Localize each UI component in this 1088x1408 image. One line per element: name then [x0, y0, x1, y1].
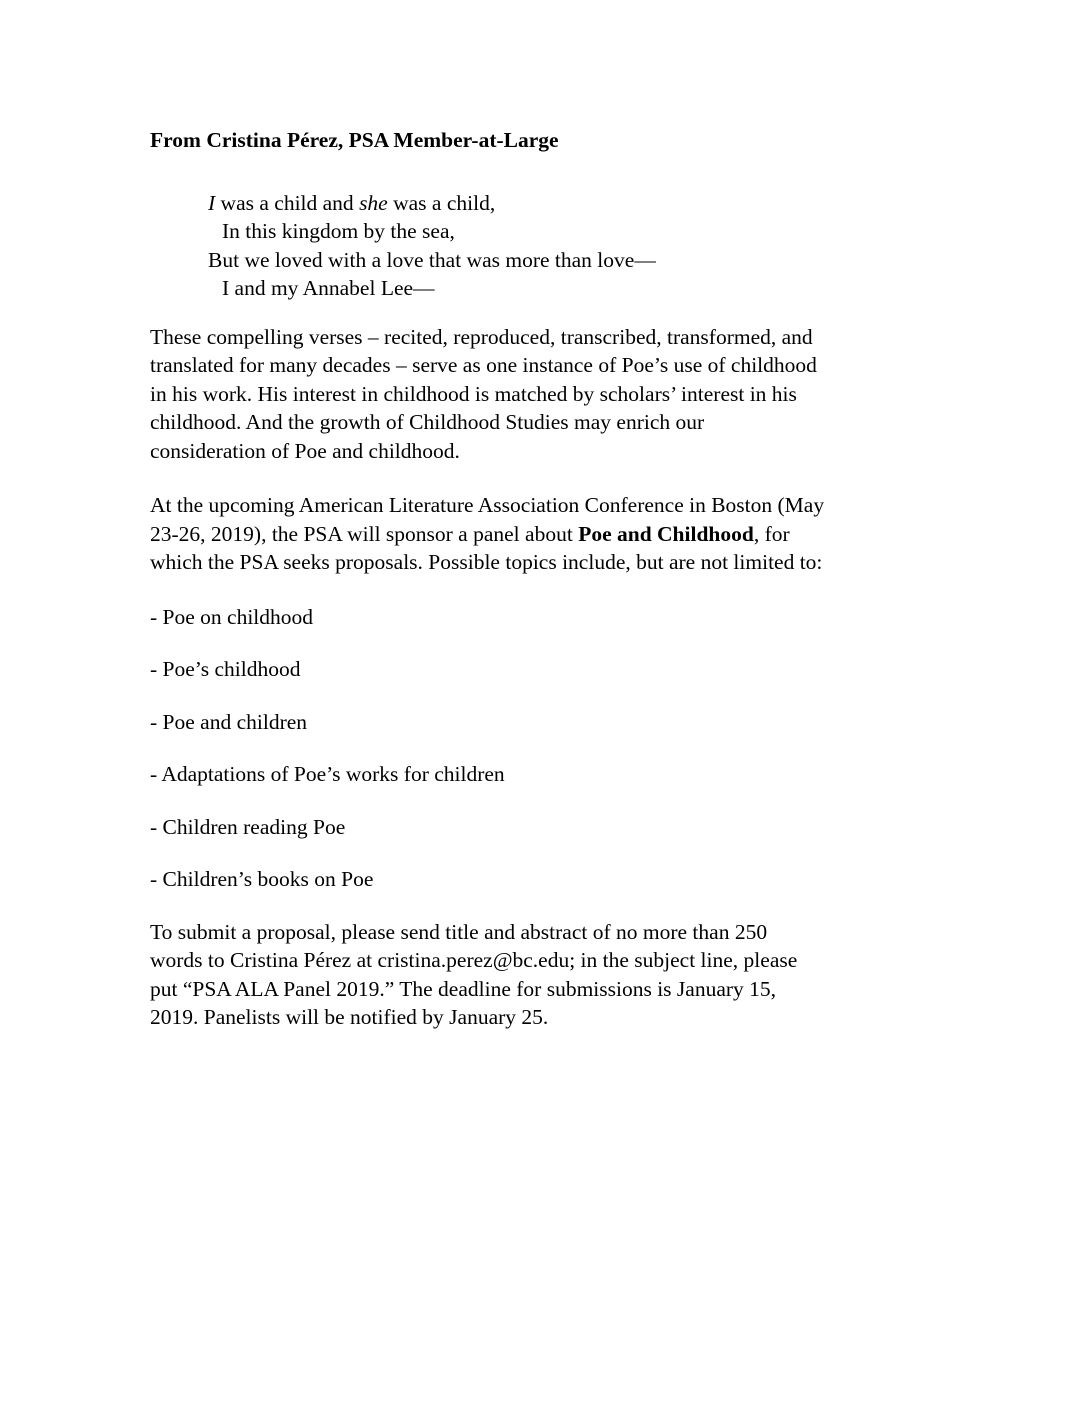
poem-quote: [208, 189, 950, 303]
poem-italic-word: I: [208, 190, 216, 215]
topic-item: - Children reading Poe: [150, 814, 346, 839]
poem-text: was a child and: [215, 190, 360, 215]
topic-item: - Poe on childhood: [150, 604, 314, 629]
paragraph-line: childhood. And the growth of Childhood Studies may enrich our: [150, 410, 705, 434]
paragraph-line: put “PSA ALA Panel 2019.” The deadline for submissions is January 15,: [150, 976, 777, 1001]
paragraph-line: which the PSA seeks proposals. Possible topics include, but are not limited to:: [150, 550, 823, 574]
paragraph-line: in his work. His interest in childhood is matched by scholars’ interest in his: [150, 381, 797, 406]
paragraph-conference: [150, 491, 950, 577]
paragraph-line: words to Cristina Pérez at cristina.perez@bc.edu; in the subject line, please: [150, 948, 798, 972]
poem-line: I and my Annabel Lee—: [222, 276, 435, 300]
topic-item: - Poe’s childhood: [150, 657, 301, 681]
topic-item: - Poe and children: [150, 709, 308, 734]
topic-item: - Children’s books on Poe: [150, 867, 374, 891]
paragraph-line: consideration of Poe and childhood.: [150, 438, 460, 463]
poem-line: But we loved with a love that was more than love—: [208, 247, 656, 272]
poem-line: In this kingdom by the sea,: [222, 219, 455, 243]
paragraph-submission: [150, 918, 950, 1032]
paragraph-line: [150, 520, 950, 549]
paragraph-line: At the upcoming American Literature Association Conference in Boston (May: [150, 493, 825, 517]
paragraph-line: These compelling verses – recited, reproduced, transcribed, transformed, and: [150, 324, 813, 349]
document-heading: From Cristina Pérez, PSA Member-at-Large: [150, 128, 559, 152]
poem-italic-word: she: [359, 190, 388, 215]
paragraph-line: translated for many decades – serve as one instance of Poe’s use of childhood: [150, 353, 817, 377]
paragraph-line: To submit a proposal, please send title and abstract of no more than 250: [150, 919, 768, 944]
panel-title-bold: Poe and Childhood: [578, 521, 754, 546]
paragraph-line: 2019. Panelists will be notified by January 25.: [150, 1005, 549, 1029]
paragraph-verses: [150, 323, 950, 466]
paragraph-text: 23-26, 2019), the PSA will sponsor a panel about: [150, 521, 579, 546]
poem-text: was a child,: [387, 190, 496, 215]
document-content: [150, 126, 950, 1058]
topic-list: [150, 603, 950, 894]
topic-item: - Adaptations of Poe’s works for children: [150, 762, 505, 786]
poem-line: [208, 189, 950, 218]
paragraph-text: , for: [753, 521, 790, 546]
